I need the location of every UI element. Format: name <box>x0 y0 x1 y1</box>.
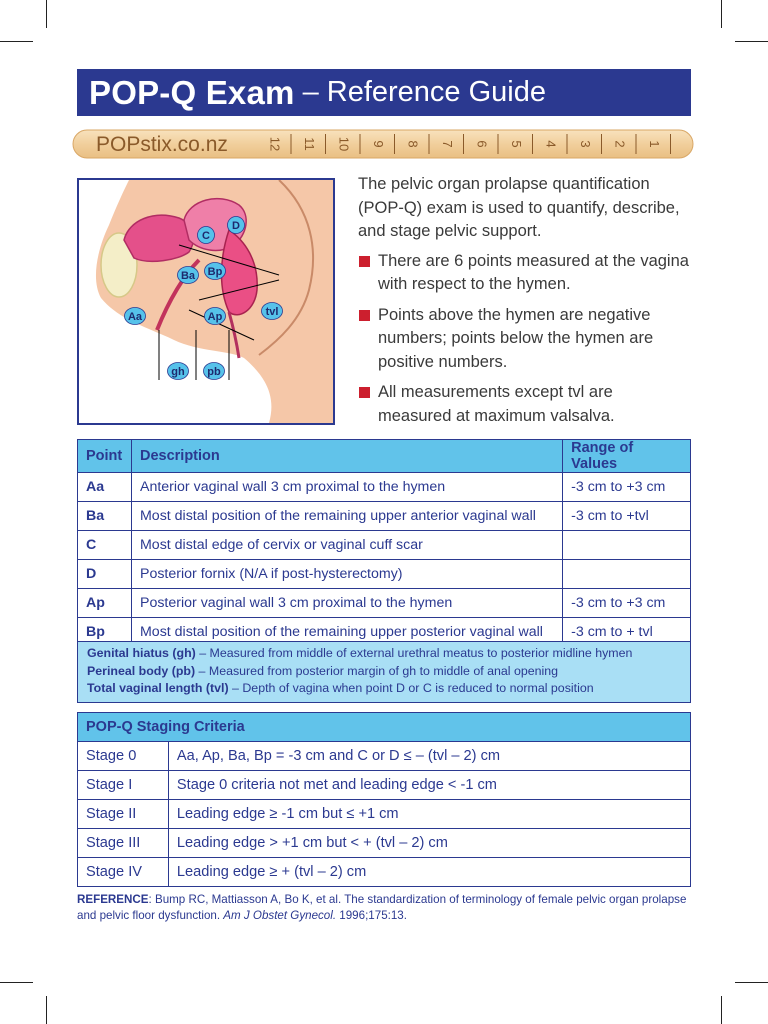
criteria-cell: Leading edge > +1 cm but < + (tvl – 2) cm <box>168 829 690 858</box>
range-cell: -3 cm to +tvl <box>563 502 691 531</box>
red-square-bullet <box>359 387 370 398</box>
point-label: C <box>202 230 210 242</box>
intro-bullet <box>358 304 690 375</box>
description-cell: Most distal position of the remaining upper anterior vaginal wall <box>131 502 562 531</box>
page-title: POP-Q Exam <box>89 73 295 111</box>
point-cell: Ba <box>78 502 132 531</box>
reference-citation-details: 1996;175:13. <box>336 909 407 922</box>
point-label: Aa <box>127 311 143 323</box>
table-row <box>78 473 691 502</box>
point-label: Ap <box>207 311 223 323</box>
staging-row <box>78 742 691 771</box>
stage-cell: Stage IV <box>78 858 169 887</box>
crop-mark <box>46 0 47 28</box>
definition-text: – Measured from posterior margin of gh to middle of anal opening <box>195 663 559 678</box>
point-cell: Aa <box>78 473 132 502</box>
bullet-text: All measurements except tvl are measured at maximum valsalva. <box>378 383 615 425</box>
crop-mark <box>46 996 47 1024</box>
point-cell: D <box>78 560 132 589</box>
ruler-number: 3 <box>578 140 594 148</box>
table-row <box>78 560 691 589</box>
ruler-number: 1 <box>647 140 663 148</box>
intro-section <box>358 173 690 435</box>
table-row <box>78 531 691 560</box>
stage-cell: Stage I <box>78 771 169 800</box>
crop-mark <box>721 996 722 1024</box>
ruler-number: 2 <box>612 140 628 148</box>
definition-term: Perineal body (pb) <box>87 663 196 678</box>
page-subtitle: – Reference Guide <box>302 76 547 108</box>
ruler-number: 9 <box>371 140 387 148</box>
reference-text: : Bump RC, Mattiasson A, Bo K, et al. The standardization of terminology of female pelvic organ prolapse and pelvic floor dysfunction. <box>77 893 687 922</box>
staging-row <box>78 829 691 858</box>
table-header-row <box>78 440 691 473</box>
header-description: Description <box>131 440 562 473</box>
table-row <box>78 502 691 531</box>
anatomy-illustration <box>79 180 333 423</box>
definition-text: – Depth of vagina when point D or C is reduced to normal position <box>228 681 594 695</box>
ruler-number: 4 <box>543 140 559 148</box>
definition-text: – Measured from middle of external urethral meatus to posterior midline hymen <box>195 646 633 660</box>
point-cell: Ap <box>78 589 132 618</box>
staging-row <box>78 858 691 887</box>
red-square-bullet <box>359 256 370 267</box>
range-cell: -3 cm to +3 cm <box>563 589 691 618</box>
anatomy-diagram <box>77 178 335 425</box>
point-cell: Bp <box>78 618 132 647</box>
intro-bullets <box>358 250 690 429</box>
criteria-cell: Leading edge ≥ + (tvl – 2) cm <box>168 858 690 887</box>
popstix-ruler <box>72 128 696 160</box>
reference-label: REFERENCE <box>77 893 149 906</box>
ruler-number: 5 <box>509 140 525 148</box>
point-cell: C <box>78 531 132 560</box>
range-cell <box>563 531 691 560</box>
point-label: Bp <box>207 266 223 278</box>
red-square-bullet <box>359 310 370 321</box>
point-label: Ba <box>180 270 196 282</box>
criteria-cell: Stage 0 criteria not met and leading edge < -1 cm <box>168 771 690 800</box>
title-bar <box>77 69 691 116</box>
definition-line <box>87 663 690 681</box>
bullet-text: Points above the hymen are negative numbers; points below the hymen are positive numbers. <box>378 305 654 371</box>
crop-mark <box>735 41 768 42</box>
ruler-number: 10 <box>336 136 352 152</box>
ruler-number: 7 <box>440 140 456 148</box>
range-cell: -3 cm to + tvl <box>563 618 691 647</box>
ruler-number: 12 <box>267 136 283 152</box>
point-label: D <box>232 220 240 232</box>
criteria-cell: Aa, Ap, Ba, Bp = -3 cm and C or D ≤ – (tvl – 2) cm <box>168 742 690 771</box>
table-row <box>78 589 691 618</box>
crop-mark <box>735 982 768 983</box>
header-range: Range of Values <box>563 440 691 473</box>
intro-bullet <box>358 381 690 428</box>
definition-term: Total vaginal length (tvl) <box>87 681 229 695</box>
points-table <box>77 439 691 647</box>
definition-line <box>87 645 690 663</box>
definition-term: Genital hiatus (gh) <box>87 646 196 660</box>
point-label: tvl <box>265 306 279 318</box>
definition-line <box>87 680 690 698</box>
staging-header: POP-Q Staging Criteria <box>78 713 691 742</box>
description-cell: Most distal position of the remaining upper posterior vaginal wall <box>131 618 562 647</box>
criteria-cell: Leading edge ≥ -1 cm but ≤ +1 cm <box>168 800 690 829</box>
stage-cell: Stage III <box>78 829 169 858</box>
stage-cell: Stage 0 <box>78 742 169 771</box>
range-cell: -3 cm to +3 cm <box>563 473 691 502</box>
crop-mark <box>0 41 33 42</box>
description-cell: Posterior vaginal wall 3 cm proximal to the hymen <box>131 589 562 618</box>
reference-journal: Am J Obstet Gynecol. <box>223 909 337 922</box>
definitions-box <box>77 641 691 703</box>
crop-mark <box>721 0 722 28</box>
ruler-number: 11 <box>302 137 318 151</box>
ruler-number: 6 <box>474 140 490 148</box>
staging-row <box>78 771 691 800</box>
staging-row <box>78 800 691 829</box>
ruler-number: 8 <box>405 140 421 148</box>
staging-table <box>77 712 691 887</box>
staging-header-row <box>78 713 691 742</box>
intro-bullet <box>358 250 690 297</box>
range-cell <box>563 560 691 589</box>
ruler-brand: POPstix.co.nz <box>96 133 228 156</box>
crop-mark <box>0 982 33 983</box>
point-label: pb <box>207 366 221 378</box>
header-point: Point <box>78 440 132 473</box>
stage-cell: Stage II <box>78 800 169 829</box>
reference-citation <box>77 892 697 924</box>
intro-paragraph: The pelvic organ prolapse quantification (POP-Q) exam is used to quantify, describe, and stage pelvic support. <box>358 175 680 240</box>
description-cell: Anterior vaginal wall 3 cm proximal to the hymen <box>131 473 562 502</box>
point-label: gh <box>171 366 185 378</box>
description-cell: Most distal edge of cervix or vaginal cuff scar <box>131 531 562 560</box>
bullet-text: There are 6 points measured at the vagina with respect to the hymen. <box>378 251 689 293</box>
description-cell: Posterior fornix (N/A if post-hysterectomy) <box>131 560 562 589</box>
